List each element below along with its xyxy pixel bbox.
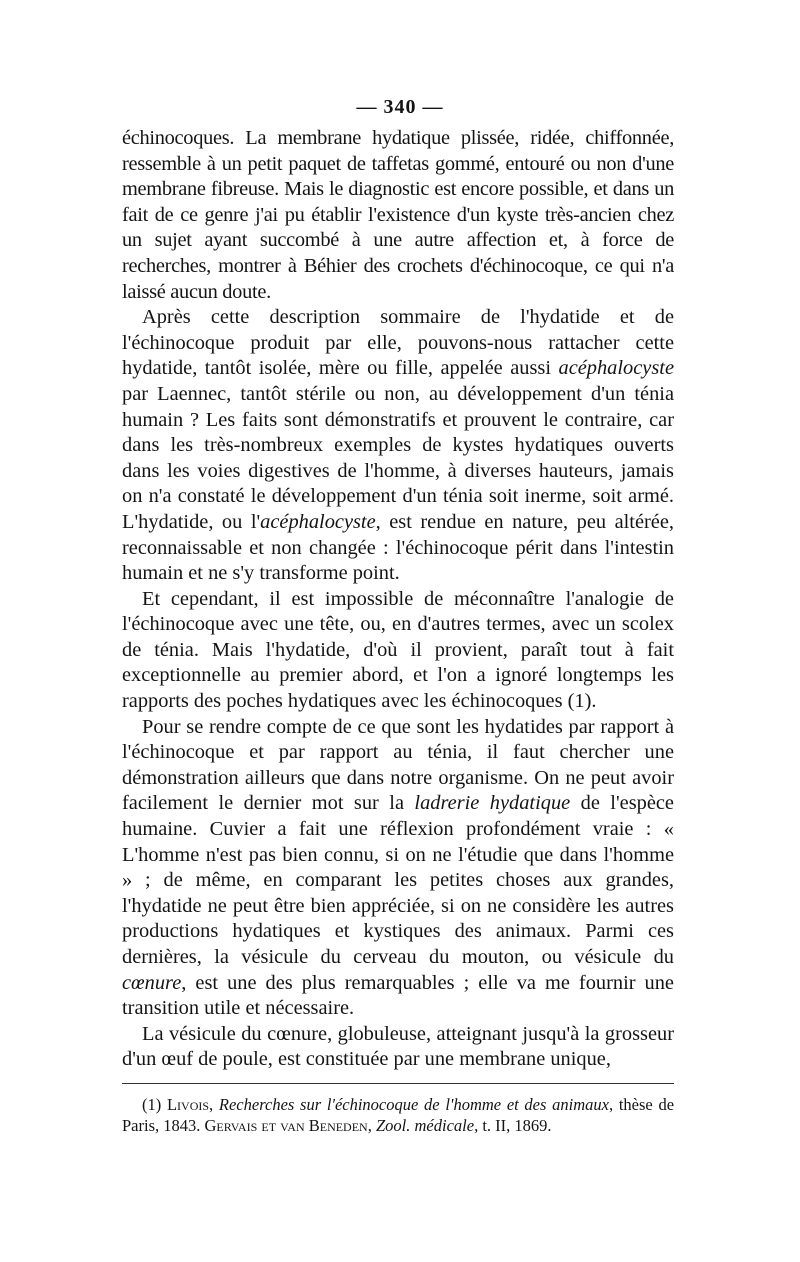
footnote-ref-2: t. II, 1869. xyxy=(482,1116,552,1135)
paragraph-1: échinocoques. La membrane hydatique plissée, ridée, chiffonnée, ressemble à un petit paquet de taffetas gommé, entouré ou non d'une membrane fibreuse. Mais le diagnostic est encore possible, et dans un fait de ce genre j'ai pu établir l'existence d'un kyste très-ancien chez un sujet ayant succombé à une autre affection et, à force de recherches, montrer à Béhier des crochets d'échinocoque, ce qui n'a laissé aucun doute. xyxy=(122,127,674,303)
footnote-author: Livois xyxy=(166,1095,210,1114)
footnote-authors-2: Gervais et van Beneden xyxy=(204,1116,368,1135)
paragraph-5: La vésicule du cœnure, globuleuse, atteignant jusqu'à la grosseur d'un œuf de poule, est constituée par une membrane unique, xyxy=(122,1022,674,1071)
footnote: (1) Livois, Recherches sur l'échinocoque de l'homme et des animaux, thèse de Paris, 1843. Gervais et van Beneden, Zool. médicale, t. II, 1869. xyxy=(122,1095,675,1135)
body-text xyxy=(122,126,674,1073)
paragraph-3: Et cependant, il est impossible de méconnaître l'analogie de l'échinocoque avec une tête, ou, en d'autres termes, avec un scolex de ténia. Mais l'hydatide, d'où il provient, paraît tout à fait exceptionnelle au premier abord, et l'on a ignoré longtemps les rapports des poches hydatiques avec les échinocoques (1). xyxy=(122,587,674,713)
footnote-work-2: Zool. médicale xyxy=(375,1116,475,1135)
paragraph-2: Après cette description sommaire de l'hydatide et de l'échinocoque produit par elle, pouvons-nous rattacher cette hydatide, tantôt isolée, mère ou fille, appelée aussi acéphalocyste par Laennec, tantôt stérile ou non, au développement d'un ténia humain ? Les faits sont démonstratifs et prouvent le contraire, car dans les très-nombreux exemples de kystes hydatiques ouverts dans les voies digestives de l'homme, à diverses hauteurs, jamais on n'a constaté le développement d'un ténia soit inerme, soit armé. L'hydatide, ou l'acéphalocyste, est rendue en nature, peu altérée, reconnaissable et non changée : l'échinocoque périt dans l'intestin humain et ne s'y transforme point. xyxy=(122,306,674,585)
footnote-marker: (1) xyxy=(142,1095,162,1114)
footnote-rule xyxy=(122,1083,674,1084)
footnote-thesis: thèse de Paris, 1843. xyxy=(122,1095,675,1135)
italic-term: acéphalocyste xyxy=(558,357,674,380)
footnote-title: Recherches sur l'échinocoque de l'homme et des animaux xyxy=(218,1095,609,1114)
italic-term: cœnure xyxy=(122,971,182,994)
page-number: — 340 — xyxy=(356,96,444,118)
paragraph-4: Pour se rendre compte de ce que sont les hydatides par rapport à l'échinocoque et par rapport au ténia, il faut chercher une démonstration ailleurs que dans notre organisme. On ne peut avoir facilement le dernier mot sur la ladrerie hydatique de l'espèce humaine. Cuvier a fait une réflexion profondément vraie : « L'homme n'est pas bien connu, si on ne l'étudie que dans l'homme » ; de même, en comparant les petites choses aux grandes, l'hydatide ne peut être bien appréciée, si on ne considère les autres productions hydatiques et kystiques des animaux. Parmi ces dernières, la vésicule du cerveau du mouton, ou vésicule du cœnure, est une des plus remarquables ; elle va me fournir une transition utile et nécessaire. xyxy=(122,715,674,1020)
italic-term: acéphalocyste xyxy=(260,510,376,533)
italic-term: ladrerie hydatique xyxy=(414,792,571,815)
